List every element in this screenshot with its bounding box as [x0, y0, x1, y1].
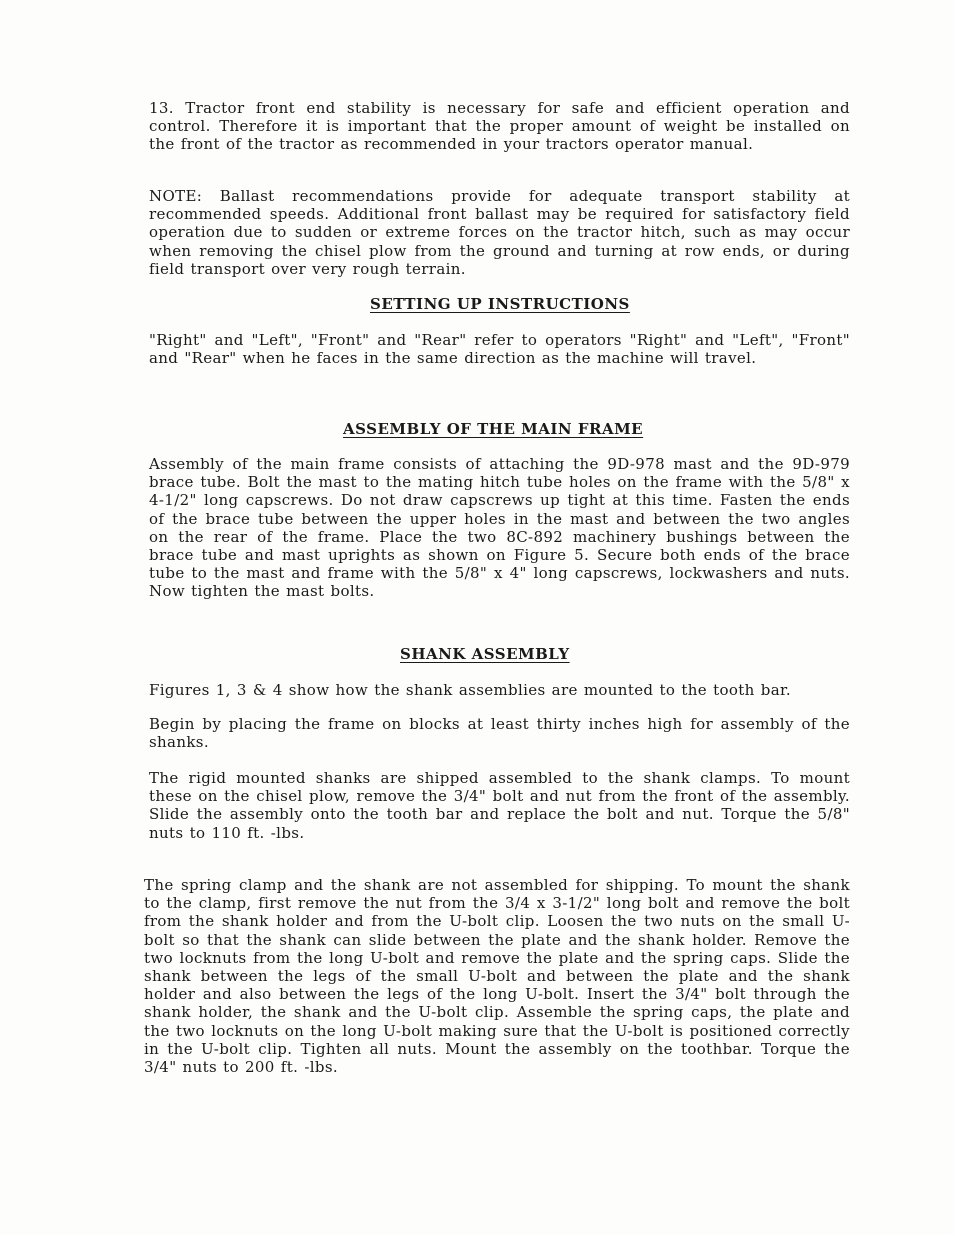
paragraph-ballast-note: NOTE: Ballast recommendations provide for adequate transport stability at recommended speeds. Additional front ballast may be required for satisfactory field operation due to sudden or extreme forces on the tractor hitch, such as may occur when removing the chisel plow from the ground and turning at row ends, or during field transport over very rough terrain.: [149, 187, 850, 278]
heading-shank-assembly: SHANK ASSEMBLY: [400, 645, 570, 663]
paragraph-setting-up: "Right" and "Left", "Front" and "Rear" refer to operators "Right" and "Left", "Front" and "Rear" when he faces in the same direction as the machine will travel.: [149, 331, 850, 368]
paragraph-main-frame: Assembly of the main frame consists of attaching the 9D-978 mast and the 9D-979 brace tube. Bolt the mast to the mating hitch tube holes on the frame with the 5/8" x 4-1/2" long capscrews. Do not draw capscrews up tight at this time. Fasten the ends of the brace tube between the upper holes in the mast and between the two angles on the rear of the frame. Place the two 8C-892 machinery bushings between the brace tube and mast uprights as shown on Figure 5. Secure both ends of the brace tube to the mast and frame with the 5/8" x 4" long capscrews, lockwashers and nuts. Now tighten the mast bolts.: [149, 455, 850, 601]
paragraph-spring-clamp: The spring clamp and the shank are not assembled for shipping. To mount the shank to the clamp, first remove the nut from the 3/4 x 3-1/2" long bolt and remove the bolt from the shank holder and from the U-bolt clip. Loosen the two nuts on the small U-bolt so that the shank can slide between the plate and the shank holder. Remove the two locknuts from the long U-bolt and remove the plate and the spring caps. Slide the shank between the legs of the small U-bolt and between the plate and the shank holder and also between the legs of the long U-bolt. Insert the 3/4" bolt through the shank holder, the shank and the U-bolt clip. Assemble the spring caps, the plate and the two locknuts on the long U-bolt making sure that the U-bolt is positioned correctly in the U-bolt clip. Tighten all nuts. Mount the assembly on the toothbar. Torque the 3/4" nuts to 200 ft. -lbs.: [144, 876, 850, 1077]
paragraph-figures: Figures 1, 3 & 4 show how the shank assemblies are mounted to the tooth bar.: [149, 681, 791, 699]
paragraph-rigid-shanks: The rigid mounted shanks are shipped assembled to the shank clamps. To mount these on the chisel plow, remove the 3/4" bolt and nut from the front of the assembly. Slide the assembly onto the tooth bar and replace the bolt and nut. Torque the 5/8" nuts to 110 ft. -lbs.: [149, 769, 850, 842]
paragraph-begin-blocks: Begin by placing the frame on blocks at least thirty inches high for assembly of the shanks.: [149, 715, 850, 752]
paragraph-tractor-stability: 13. Tractor front end stability is necessary for safe and efficient operation and control. Therefore it is important that the proper amount of weight be installed on the front of the tractor as recommended in your tractors operator manual.: [149, 99, 850, 154]
heading-main-frame-assembly: ASSEMBLY OF THE MAIN FRAME: [343, 420, 644, 438]
heading-setting-up-instructions: SETTING UP INSTRUCTIONS: [370, 295, 630, 313]
